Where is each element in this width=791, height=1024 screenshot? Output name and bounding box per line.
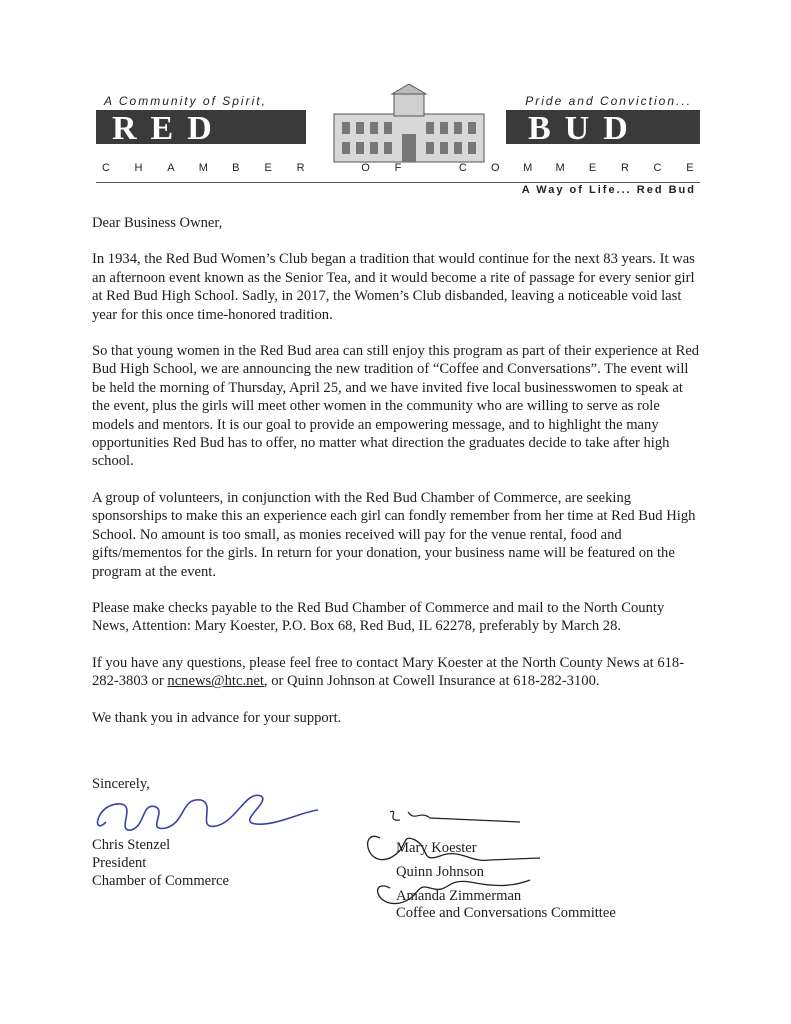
signer-left-name: Chris Stenzel: [92, 837, 171, 853]
signer-right-name-2: Quinn Johnson: [396, 864, 484, 880]
paragraph-sponsorship: A group of volunteers, in conjunction with the Red Bud Chamber of Commerce, are seeking sponsorships to make this an experience each girl can fondly remember from her time at Red Bud High School. No amount is too small, as monies received will pay for the venue rental, food and gifts/mementos for the girls. In return for your donation, your business name will be featured on the program at the event.: [92, 489, 696, 580]
chamber-letter: E: [588, 162, 597, 174]
chamber-letter: M: [198, 162, 208, 174]
contact-email-link[interactable]: ncnews@htc.net: [167, 673, 264, 690]
signers-right-role: Coffee and Conversations Committee: [396, 905, 616, 921]
closing: Sincerely,: [92, 776, 150, 792]
paragraph-contact: [92, 654, 704, 691]
letterhead: [96, 88, 700, 198]
chamber-letter: [323, 162, 343, 182]
signature-chris-stenzel-icon: [86, 782, 326, 842]
paragraph-announcement: So that young women in the Red Bud area can still enjoy this program as part of their experience at Red Bud High School, we are announcing the new tradition of “Coffee and Conversations”. The event will be held the morning of Thursday, April 25, and we have invited five local businesswomen to speak at the event, plus the girls will meet other women in the community who are willing to serve as role models and mentors. It is our goal to provide an empowering message, and to highlight the many opportunities Red Bud has to offer, no matter what direction the graduates decide to take after high school.: [92, 343, 700, 470]
chamber-letter: F: [394, 162, 402, 174]
signer-right-name-3: Amanda Zimmerman: [396, 888, 522, 904]
way-of-life-tagline: A Way of Life... Red Bud: [521, 184, 696, 196]
contact-text-after: , or Quinn Johnson at Cowell Insurance at 618-282-3100.: [263, 673, 600, 690]
signer-left-title: President: [92, 855, 147, 871]
chamber-letter: M: [523, 162, 533, 174]
chamber-letter: H: [134, 162, 143, 174]
paragraph-payment: Please make checks payable to the Red Bud Chamber of Commerce and mail to the North County News, Attention: Mary Koester, P.O. Box 68, Red Bud, IL 62278, preferably by March 28.: [92, 599, 665, 635]
salutation: Dear Business Owner,: [92, 215, 223, 231]
signers-right-block: [396, 836, 616, 922]
building-illustration-icon: [324, 84, 494, 164]
tagline-right: Pride and Conviction...: [525, 94, 692, 108]
chamber-letter: O: [361, 162, 370, 174]
chamber-letter: E: [686, 162, 694, 174]
paragraph-thanks: We thank you in advance for your support.: [92, 709, 342, 726]
chamber-letter: C: [653, 162, 662, 174]
chamber-letter: R: [621, 162, 629, 174]
contact-text-before: If you have any questions, please feel free to contact Mary Koester at the North County News at 618-282-3803 or: [92, 654, 685, 690]
chamber-letter: C: [102, 162, 110, 174]
chamber-letter: E: [264, 162, 272, 174]
letter-body: [92, 214, 704, 745]
chamber-letter: B: [232, 162, 240, 174]
chamber-letter: M: [555, 162, 565, 174]
letterhead-word-bud: BUD: [528, 110, 642, 147]
letterhead-word-red: RED: [112, 110, 226, 147]
chamber-letter: C: [458, 162, 467, 174]
chamber-letter: O: [490, 162, 500, 174]
signer-left-block: [92, 836, 229, 890]
chamber-letter: [420, 162, 440, 182]
signer-left-org: Chamber of Commerce: [92, 873, 229, 889]
chamber-of-commerce-line: [96, 162, 700, 182]
paragraph-history: In 1934, the Red Bud Women’s Club began a tradition that would continue for the next 83 years. It was an afternoon event known as the Senior Tea, and it would become a rite of passage for every senior girl at Red Bud High School. Sadly, in 2017, the Women’s Club disbanded, leaving a noticeable void last year for this once time-honored tradition.: [92, 251, 695, 323]
tagline-left: A Community of Spirit,: [104, 94, 267, 108]
letterhead-rule: [96, 182, 700, 183]
signer-right-name-1: Mary Koester: [396, 840, 477, 856]
chamber-letter: A: [167, 162, 175, 174]
chamber-letter: R: [296, 162, 305, 174]
